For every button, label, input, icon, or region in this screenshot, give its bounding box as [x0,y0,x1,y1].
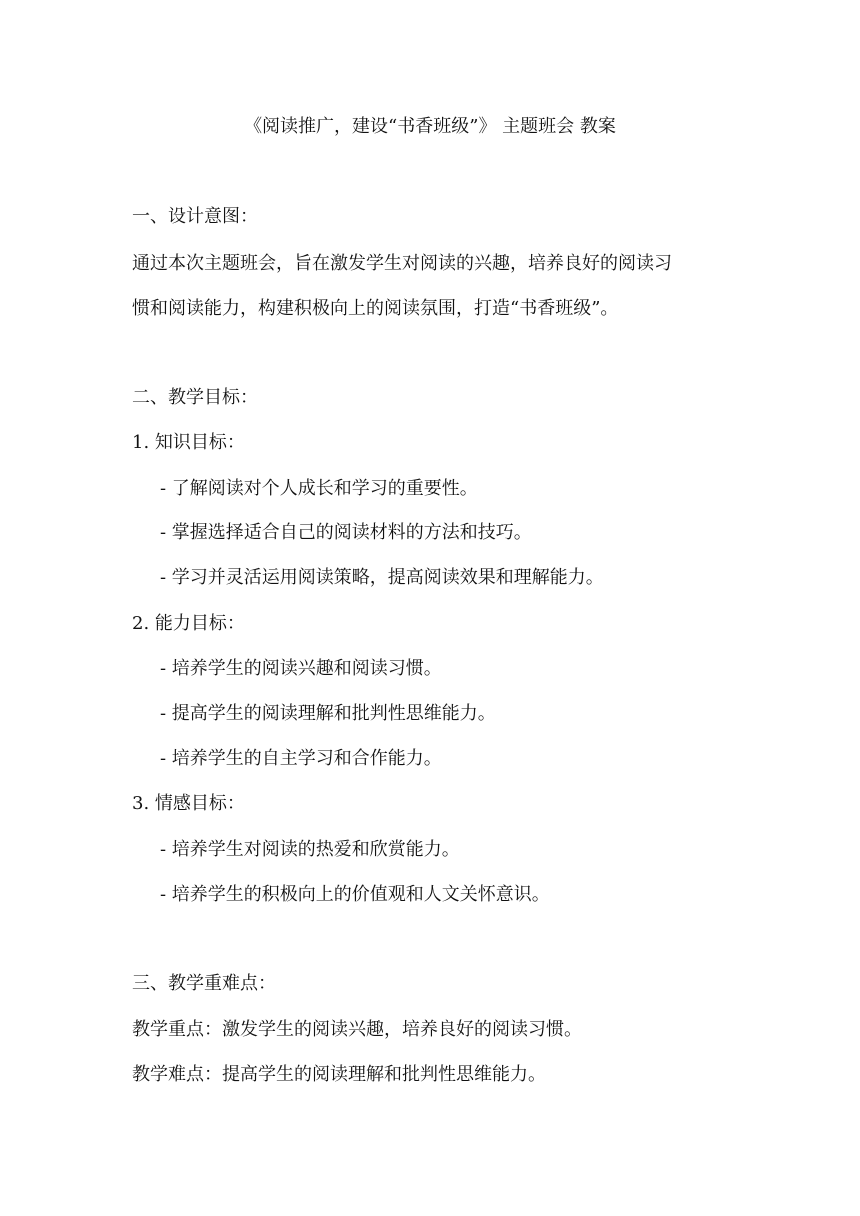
goal-item: - 了解阅读对个人成长和学习的重要性。 [160,478,478,499]
paragraph-line: 通过本次主题班会，旨在激发学生对阅读的兴趣，培养良好的阅读习 [132,253,672,274]
paragraph-line: 惯和阅读能力，构建积极向上的阅读氛围，打造“书香班级”。 [132,298,619,319]
document-title: 《阅读推广，建设“书香班级”》 主题班会 教案 [244,116,616,137]
paragraph-line: 教学重点：激发学生的阅读兴趣，培养良好的阅读习惯。 [132,1019,582,1040]
section-heading-key-difficult-points: 三、教学重难点： [132,973,276,994]
paragraph-line: 教学难点：提高学生的阅读理解和批判性思维能力。 [132,1064,546,1085]
section-heading-teaching-goals: 二、教学目标： [132,387,258,408]
goal-label-knowledge: 1. 知识目标： [132,432,245,453]
goal-item: - 学习并灵活运用阅读策略，提高阅读效果和理解能力。 [160,567,604,588]
goal-item: - 掌握选择适合自己的阅读材料的方法和技巧。 [160,522,532,543]
goal-item: - 培养学生的阅读兴趣和阅读习惯。 [160,658,442,679]
goal-item: - 培养学生的积极向上的价值观和人文关怀意识。 [160,884,550,905]
goal-label-ability: 2. 能力目标： [132,613,245,634]
goal-item: - 提高学生的阅读理解和批判性思维能力。 [160,703,496,724]
goal-label-emotion: 3. 情感目标： [132,793,245,814]
goal-item: - 培养学生的自主学习和合作能力。 [160,748,442,769]
goal-item: - 培养学生对阅读的热爱和欣赏能力。 [160,839,460,860]
section-heading-design-intent: 一、设计意图： [132,206,258,227]
